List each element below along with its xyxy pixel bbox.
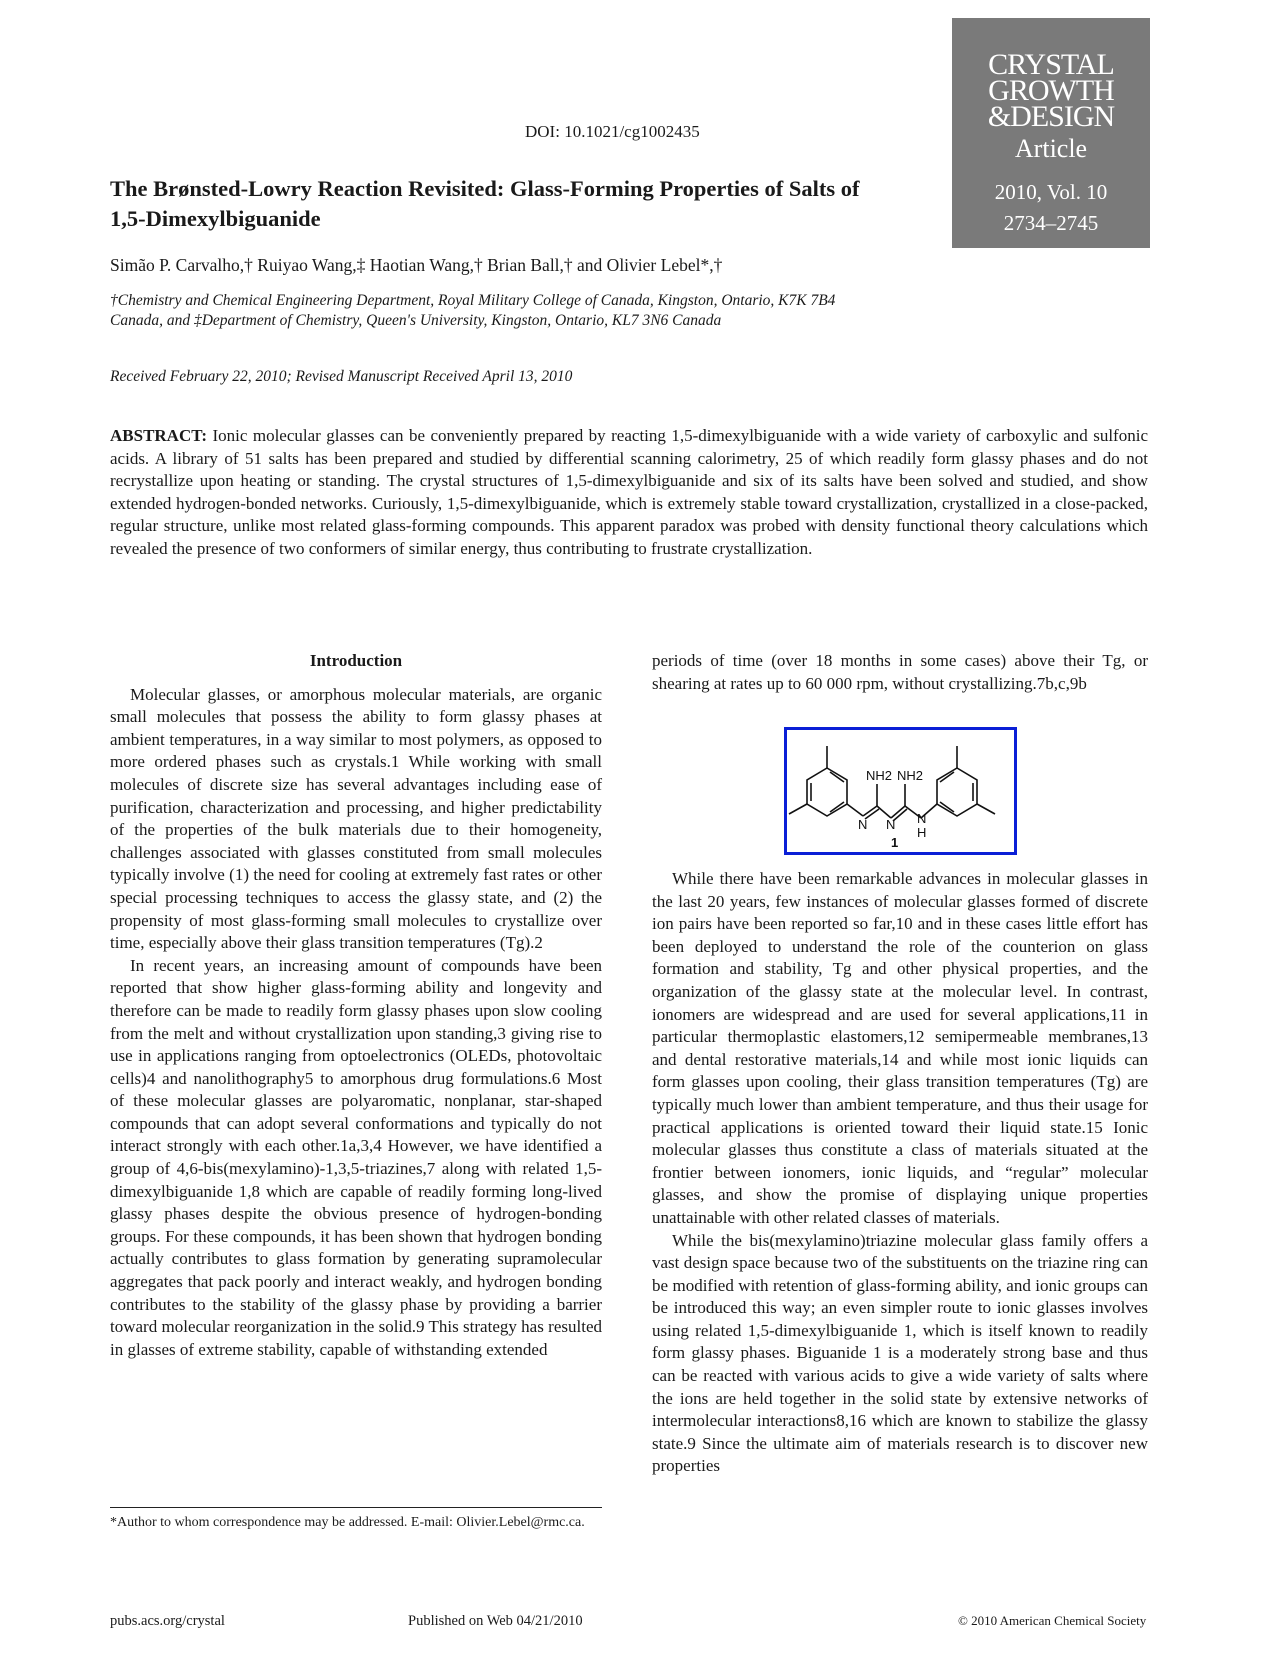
abstract-text: Ionic molecular glasses can be conveniently prepared by reacting 1,5-dimexylbiguanide with a wide variety of carboxylic and sulfonic acids. A library of 51 salts has been prepared and studied by differential scanning calorimetry, 25 of which readily form glassy phases and do not recrystallize upon heating or standing. The crystal structures of 1,5-dimexylbiguanide and six of its salts have been solved and studied, and show extended hydrogen-bonded networks. Curiously, 1,5-dimexylbiguanide, which is extremely stable toward crystallization, crystallized in a close-packed, regular structure, unlike most related glass-forming compounds. This apparent paradox was probed with density functional theory calculations which revealed the presence of two conformers of similar energy, thus contributing to frustrate crystallization. [110, 426, 1148, 558]
paragraph: periods of time (over 18 months in some cases) above their Tg, or shearing at rates up to 60 000 rpm, without crystallizing.7b,c,9b [652, 651, 1148, 693]
doi: DOI: 10.1021/cg1002435 [525, 122, 700, 141]
structure-label-nh2: NH2 [897, 768, 924, 783]
footer-published-date: Published on Web 04/21/2010 [408, 1613, 583, 1629]
article-title: The Brønsted-Lowry Reaction Revisited: Glass-Forming Properties of Salts of 1,5-Dimexylbiguanide [110, 176, 860, 231]
structure-label-n: N [886, 817, 896, 832]
affiliations: †Chemistry and Chemical Engineering Department, Royal Military College of Canada, Kingston, Ontario, K7K 7B4 Canada, and ‡Department of Chemistry, Queen's University, Kingston, Ontario, KL7 3N6 Canada [110, 292, 836, 329]
chemical-structure-figure [784, 727, 1017, 855]
paragraph: In recent years, an increasing amount of compounds have been reported that show higher glass-forming ability and longevity and therefore can be made to readily form glassy phases upon slow cooling from the melt and without crystallization upon standing,3 giving rise to use in applications ranging from optoelectronics (OLEDs, photovoltaic cells)4 and nanolithography5 to amorphous drug formulations.6 Most of these molecular glasses are polyaromatic, nonplanar, star-shaped compounds that can adopt several conformations and typically do not interact strongly with each other.1a,3,4 However, we have identified a group of 4,6-bis(mexylamino)-1,3,5-triazines,7 along with related 1,5-dimexylbiguanide 1,8 which are capable of readily forming long-lived glassy phases despite the obvious presence of hydrogen-bonding groups. For these compounds, it has been shown that hydrogen bonding actually contributes to glass formation by generating supramolecular aggregates that pack poorly and interact weakly, and hydrogen bonding contributes to the stability of the glassy phase by providing a barrier toward molecular reorganization in the solid.9 This strategy has resulted in glasses of extreme stability, capable of withstanding extended [110, 955, 602, 1359]
received-dates: Received February 22, 2010; Revised Manuscript Received April 13, 2010 [110, 368, 573, 385]
structure-label-h: H [917, 825, 927, 840]
section-heading: Introduction [309, 651, 403, 670]
paragraph: While the bis(mexylamino)triazine molecular glass family offers a vast design space because two of the substituents on the triazine ring can be modified with retention of glass-forming ability, and ionic groups can be introduced this way; an even simpler route to ionic glasses involves using related 1,5-dimexylbiguanide 1, which is itself known to readily form glassy phases. Biguanide 1 is a moderately strong base and thus can be reacted with various acids to give a wide variety of salts where the ions are held together in the solid state by extensive networks of intermolecular interactions8,16 which are known to stabilize the glassy state.9 Since the ultimate aim of materials research is to discover new properties [652, 1230, 1148, 1476]
journal-pages: 2734–2745 [1003, 211, 1099, 235]
footer-copyright: © 2010 American Chemical Society [958, 1613, 1147, 1628]
abstract-label: ABSTRACT: [110, 426, 207, 445]
author-list: Simão P. Carvalho,† Ruiyao Wang,‡ Haotian Wang,† Brian Ball,† and Olivier Lebel*,† [110, 255, 723, 275]
structure-label-nh2: NH2 [866, 768, 893, 783]
article-type: Article [1014, 134, 1088, 163]
biguanide-structure-drawing [787, 730, 1014, 852]
footnote-divider [110, 1507, 602, 1508]
left-column [110, 650, 602, 1361]
abstract [110, 425, 1148, 561]
footer-journal-url[interactable]: pubs.acs.org/crystal [110, 1613, 225, 1629]
right-column [652, 868, 1148, 1478]
structure-label-n: N [917, 811, 927, 826]
paragraph: Molecular glasses, or amorphous molecular materials, are organic small molecules that possess the ability to form glassy phases at ambient temperatures, in a way similar to most polymers, as opposed to more ordered phases such as crystals.1 While working with small molecules of discrete size has several advantages including ease of purification, characterization and processing, and higher predictability of the properties of the bulk materials due to their homogeneity, challenges associated with glasses constituted from small molecules typically involve (1) the need for cooling at extremely fast rates or other special processing techniques to access the glassy state, and (2) the propensity of most glass-forming small molecules to crystallize over time, especially above their glass transition temperatures (Tg).2 [110, 684, 602, 953]
paragraph: While there have been remarkable advances in molecular glasses in the last 20 years, few instances of molecular glasses formed of discrete ion pairs have been reported so far,10 and in these cases little effort has been deployed to understand the role of the counterion on glass formation and stability, Tg and other physical properties, and the organization of the glassy state at the molecular level. In contrast, ionomers are widespread and are used for several applications,11 in particular thermoplastic elastomers,12 semipermeable membranes,13 and dental restorative materials,14 and while most ionic liquids can form glasses upon cooling, their glass transition temperatures (Tg) are typically much lower than ambient temperature, and thus their usage for practical applications is oriented toward their liquid state.15 Ionic molecular glasses thus constitute a class of materials situated at the frontier between ionomers, ionic liquids, and “regular” molecular glasses, and show the promise of displaying unique properties unattainable with other related classes of materials. [652, 869, 1148, 1227]
journal-name: CRYSTAL GROWTH &DESIGN [987, 48, 1115, 133]
journal-volume: 2010, Vol. 10 [994, 180, 1108, 204]
right-column-top [652, 650, 1148, 695]
compound-number: 1 [891, 835, 899, 850]
structure-label-n: N [858, 817, 868, 832]
correspondence-footnote: *Author to whom correspondence may be addressed. E-mail: Olivier.Lebel@rmc.ca. [110, 1515, 585, 1530]
journal-badge [952, 18, 1150, 248]
